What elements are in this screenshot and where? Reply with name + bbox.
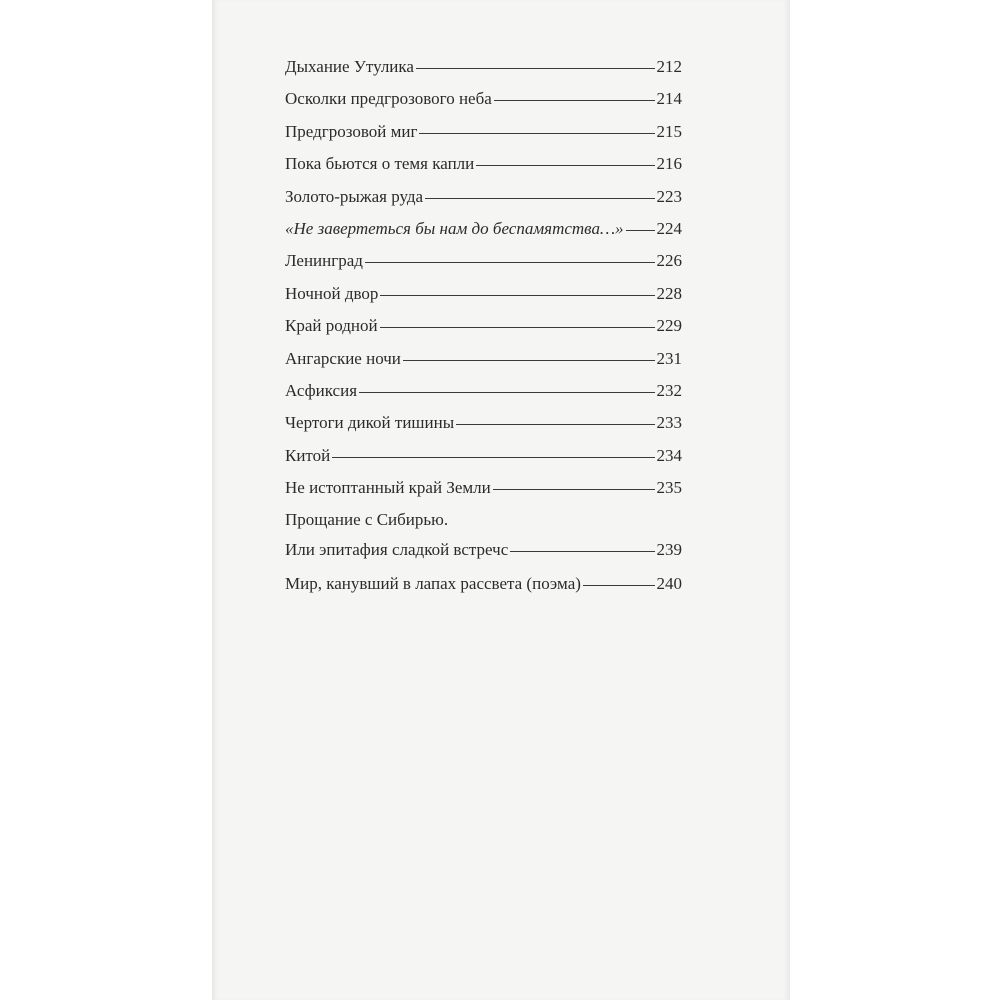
dot-leader bbox=[365, 262, 655, 263]
toc-entry bbox=[285, 284, 682, 316]
toc-entry-page: 214 bbox=[656, 89, 682, 109]
dot-leader bbox=[456, 424, 654, 425]
dot-leader bbox=[626, 230, 655, 231]
toc-entry-title: Китой bbox=[285, 445, 331, 465]
toc-entry-title: Дыхание Утулика bbox=[285, 57, 414, 76]
table-of-contents bbox=[285, 57, 682, 607]
toc-entry-title: Ночной двор bbox=[285, 283, 379, 303]
toc-entry-title: Предгрозовой миг bbox=[285, 121, 418, 141]
dot-leader bbox=[332, 457, 654, 458]
toc-entry bbox=[285, 413, 682, 445]
toc-entry bbox=[285, 187, 682, 219]
toc-entry bbox=[285, 381, 682, 413]
toc-entry bbox=[285, 316, 682, 348]
toc-entry-title: «Не завертеться бы нам до беспамятства…» bbox=[285, 218, 624, 238]
toc-entry-page: 233 bbox=[656, 413, 682, 433]
toc-entry-title: Не истоптанный край Земли bbox=[285, 478, 491, 498]
toc-entry-page: 223 bbox=[656, 186, 682, 206]
toc-entry-page: 240 bbox=[656, 574, 682, 594]
toc-entry-page: 232 bbox=[656, 380, 682, 400]
toc-entry bbox=[285, 89, 682, 121]
toc-entry-page: 235 bbox=[656, 478, 682, 498]
dot-leader bbox=[510, 551, 654, 552]
toc-entry-page: 224 bbox=[656, 218, 682, 238]
toc-entry-title: Пока бьются о темя капли bbox=[285, 154, 475, 174]
toc-entry-title: Мир, канувший в лапах рассвета (поэма) bbox=[285, 574, 581, 594]
dot-leader bbox=[476, 165, 654, 166]
toc-entry-title: Ангарские ночи bbox=[285, 348, 401, 368]
toc-entry bbox=[285, 251, 682, 283]
toc-entry-title: Асфиксия bbox=[285, 380, 358, 400]
dot-leader bbox=[419, 133, 654, 134]
dot-leader bbox=[493, 489, 655, 490]
dot-leader bbox=[425, 198, 654, 199]
toc-entry bbox=[285, 478, 682, 510]
toc-entry bbox=[285, 122, 682, 154]
toc-entry-page: 212 bbox=[656, 57, 682, 76]
toc-entry-page: 215 bbox=[656, 121, 682, 141]
toc-entry bbox=[285, 574, 682, 606]
toc-entry-page: 239 bbox=[656, 540, 682, 560]
toc-entry-page: 234 bbox=[656, 445, 682, 465]
dot-leader bbox=[416, 68, 655, 69]
toc-entry-title: Или эпитафия сладкой встречс bbox=[285, 540, 509, 560]
toc-entry bbox=[285, 510, 682, 574]
dot-leader bbox=[380, 295, 654, 296]
dot-leader bbox=[380, 327, 655, 328]
toc-entry bbox=[285, 154, 682, 186]
toc-entry-title: Ленинград bbox=[285, 251, 363, 271]
toc-entry-title: Край родной bbox=[285, 316, 378, 336]
toc-entry-page: 216 bbox=[656, 154, 682, 174]
toc-entry bbox=[285, 349, 682, 381]
dot-leader bbox=[359, 392, 654, 393]
toc-entry-page: 231 bbox=[656, 348, 682, 368]
toc-entry bbox=[285, 57, 682, 89]
toc-entry-title: Осколки предгрозового неба bbox=[285, 89, 492, 109]
toc-entry-title: Золото-рыжая руда bbox=[285, 186, 424, 206]
toc-entry-page: 226 bbox=[656, 251, 682, 271]
toc-entry-title-line1: Прощание с Сибирью. bbox=[285, 510, 449, 530]
toc-entry bbox=[285, 446, 682, 478]
toc-entry-page: 228 bbox=[656, 283, 682, 303]
dot-leader bbox=[494, 100, 655, 101]
dot-leader bbox=[403, 360, 655, 361]
dot-leader bbox=[583, 585, 655, 586]
toc-entry-page: 229 bbox=[656, 316, 682, 336]
toc-entry-title: Чертоги дикой тишины bbox=[285, 413, 455, 433]
toc-entry bbox=[285, 219, 682, 251]
